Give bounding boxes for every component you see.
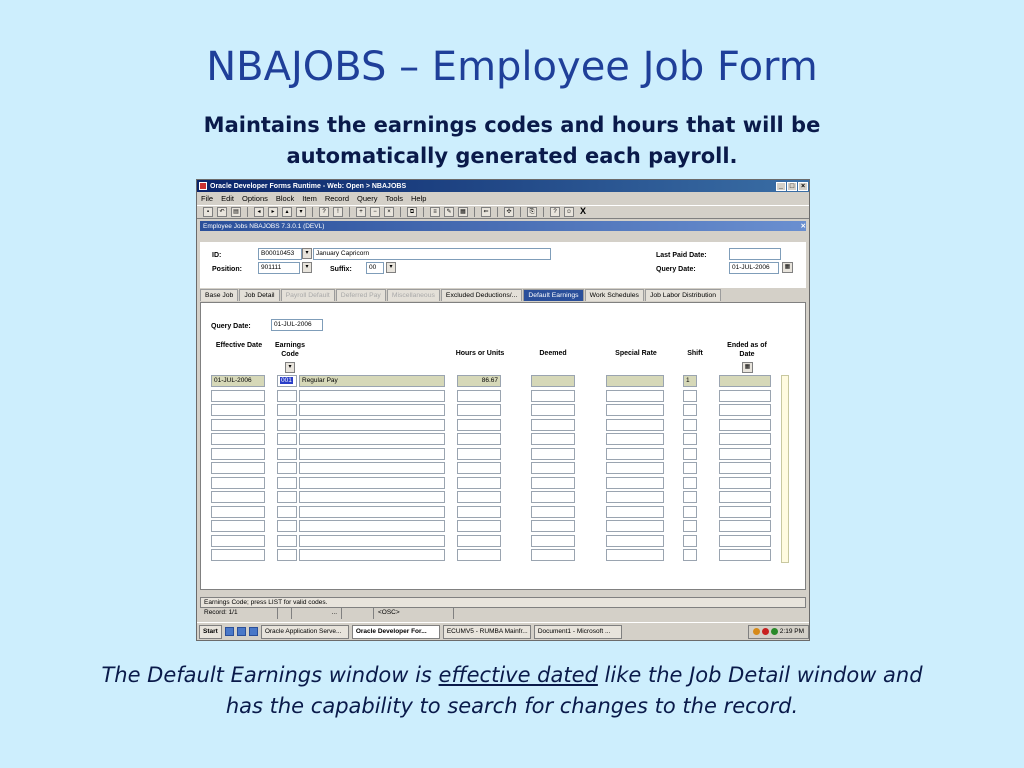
print-icon[interactable]: ▤ (231, 207, 241, 217)
records-scrollbar[interactable] (781, 375, 789, 563)
position-label: Position: (212, 266, 242, 273)
name-field: January Capricorn (313, 248, 551, 260)
empty-cell[interactable] (683, 448, 697, 460)
empty-cell[interactable] (277, 433, 297, 445)
empty-cell[interactable] (531, 390, 575, 402)
empty-cell[interactable] (531, 462, 575, 474)
empty-cell[interactable] (683, 419, 697, 431)
calendar-icon[interactable]: ▦ (782, 262, 793, 273)
caption-link: effective dated (438, 663, 598, 687)
empty-cell[interactable] (606, 506, 664, 518)
empty-cell[interactable] (211, 433, 265, 445)
position-field[interactable]: 901111 (258, 262, 300, 274)
empty-cell[interactable] (531, 477, 575, 489)
task-word-document[interactable]: Document1 - Microsoft ... (534, 625, 622, 639)
exit-icon[interactable]: X (579, 206, 586, 216)
empty-cell[interactable] (719, 549, 771, 561)
empty-cell[interactable] (211, 419, 265, 431)
empty-cell[interactable] (211, 448, 265, 460)
tab-strip (200, 289, 806, 301)
empty-cell[interactable] (299, 520, 445, 532)
empty-cell[interactable] (719, 448, 771, 460)
cell-hours[interactable]: 86.67 (457, 375, 501, 387)
empty-cell[interactable] (719, 477, 771, 489)
empty-cell[interactable] (299, 419, 445, 431)
suffix-list-button[interactable]: ▾ (386, 262, 396, 273)
toolbar-divider (423, 207, 424, 217)
slide-subtitle-line1: Maintains the earnings codes and hours that will be (203, 113, 821, 137)
tab-job-labor-distribution[interactable]: Job Labor Distribution (645, 289, 721, 301)
java-cup-icon (199, 182, 207, 190)
remove-record-icon[interactable]: − (370, 207, 380, 217)
toolbar-divider (497, 207, 498, 217)
list-icon[interactable]: ≡ (430, 207, 440, 217)
empty-cell[interactable] (211, 520, 265, 532)
caption-pre: The Default Earnings window is (101, 663, 439, 687)
empty-cell[interactable] (606, 520, 664, 532)
empty-cell[interactable] (299, 506, 445, 518)
empty-cell[interactable] (683, 491, 697, 503)
empty-cell[interactable] (719, 520, 771, 532)
menu-query[interactable]: Query (357, 194, 378, 203)
menu-record[interactable]: Record (324, 194, 350, 203)
position-list-button[interactable]: ▾ (302, 262, 312, 273)
query-date-label: Query Date: (656, 266, 696, 273)
empty-cell[interactable] (606, 462, 664, 474)
empty-cell[interactable] (719, 419, 771, 431)
empty-cell[interactable] (299, 477, 445, 489)
empty-cell[interactable] (457, 419, 501, 431)
empty-cell[interactable] (683, 520, 697, 532)
clear-record-icon[interactable]: × (384, 207, 394, 217)
last-paid-date-field (729, 248, 781, 260)
copy-icon[interactable]: ⧉ (407, 207, 417, 217)
previous-block-icon[interactable]: ◂ (254, 207, 264, 217)
enter-query-icon[interactable]: ? (319, 207, 329, 217)
empty-cell[interactable] (683, 404, 697, 416)
empty-cell[interactable] (457, 491, 501, 503)
insert-record-icon[interactable]: + (356, 207, 366, 217)
empty-cell[interactable] (531, 404, 575, 416)
empty-cell[interactable] (531, 549, 575, 561)
cell-ended-as-of[interactable] (719, 375, 771, 387)
form-title: Employee Jobs NBAJOBS 7.3.0.1 (DEVL) (203, 222, 325, 230)
tab-work-schedules[interactable]: Work Schedules (585, 289, 644, 301)
suffix-field[interactable]: 00 (366, 262, 384, 274)
task-oracle-developer[interactable]: Oracle Developer For... (352, 625, 440, 639)
empty-cell[interactable] (606, 491, 664, 503)
empty-cell[interactable] (719, 506, 771, 518)
empty-cell[interactable] (299, 390, 445, 402)
header-special-rate: Special Rate (615, 350, 657, 357)
minimize-button[interactable]: _ (776, 182, 786, 191)
panel-query-date-label: Query Date: (211, 323, 251, 330)
menu-options[interactable]: Options (242, 194, 268, 203)
close-button[interactable]: × (798, 182, 808, 191)
status-bar (200, 597, 806, 619)
id-label: ID: (212, 252, 222, 259)
oracle-forms-window (196, 179, 810, 641)
tab-payroll-default: Payroll Default (281, 289, 335, 301)
rollback-icon[interactable]: ↶ (217, 207, 227, 217)
network-icon[interactable] (771, 628, 778, 635)
empty-cell[interactable] (457, 549, 501, 561)
empty-cell[interactable] (299, 462, 445, 474)
empty-cell[interactable] (683, 549, 697, 561)
status-cell (278, 608, 292, 619)
empty-cell[interactable] (211, 462, 265, 474)
earnings-code-list-button[interactable]: ▾ (285, 362, 295, 373)
maximize-button[interactable]: □ (787, 182, 797, 191)
empty-cell[interactable] (277, 549, 297, 561)
last-paid-date-label: Last Paid Date: (656, 252, 707, 259)
query-date-field[interactable]: 01-JUL-2006 (729, 262, 779, 274)
empty-cell[interactable] (211, 477, 265, 489)
empty-cell[interactable] (299, 448, 445, 460)
header-effective-date: Effective Date (215, 342, 263, 349)
menu-edit[interactable]: Edit (221, 194, 235, 203)
empty-cell[interactable] (277, 520, 297, 532)
empty-cell[interactable] (719, 433, 771, 445)
slide-title: NBAJOBS – Employee Job Form (206, 44, 818, 90)
empty-cell[interactable] (457, 433, 501, 445)
empty-cell[interactable] (299, 549, 445, 561)
empty-cell[interactable] (457, 520, 501, 532)
empty-cell[interactable] (277, 477, 297, 489)
clock: 2:19 PM (779, 627, 804, 635)
empty-cell[interactable] (277, 390, 297, 402)
form-titlebar (200, 221, 806, 231)
caption-post: like the Job Detail window and has the capability to search for changes to the record. (225, 663, 923, 718)
empty-cell[interactable] (531, 419, 575, 431)
empty-cell[interactable] (531, 433, 575, 445)
empty-cell[interactable] (277, 506, 297, 518)
empty-cell[interactable] (606, 390, 664, 402)
windows-taskbar (197, 622, 809, 640)
empty-cell[interactable] (531, 448, 575, 460)
panel-query-date-field[interactable]: 01-JUL-2006 (271, 319, 323, 331)
empty-cell[interactable] (531, 520, 575, 532)
empty-cell[interactable] (719, 390, 771, 402)
empty-cell[interactable] (277, 448, 297, 460)
key-block (200, 242, 806, 288)
toolbar-divider (400, 207, 401, 217)
menu-item[interactable]: Item (302, 194, 317, 203)
ie-icon[interactable] (225, 627, 234, 636)
record-count: Record: 1/1 (200, 608, 278, 619)
default-earnings-panel (200, 302, 806, 590)
tray-icon[interactable] (753, 628, 760, 635)
earnings-code-value: 001 (281, 377, 292, 384)
tab-base-job[interactable]: Base Job (200, 289, 238, 301)
cell-deemed[interactable] (531, 375, 575, 387)
empty-cell[interactable] (211, 506, 265, 518)
status-ellipsis: ... (292, 608, 342, 619)
desktop-icon[interactable] (249, 627, 258, 636)
status-row (200, 608, 806, 619)
menu-block[interactable]: Block (275, 194, 295, 203)
empty-cell[interactable] (277, 419, 297, 431)
execute-query-icon[interactable]: ! (333, 207, 343, 217)
empty-cell[interactable] (211, 535, 265, 547)
empty-cell[interactable] (457, 462, 501, 474)
empty-cell[interactable] (606, 419, 664, 431)
tab-job-detail[interactable]: Job Detail (239, 289, 279, 301)
empty-cell[interactable] (211, 549, 265, 561)
options-icon[interactable]: ✣ (504, 207, 514, 217)
tab-default-earnings[interactable]: Default Earnings (523, 289, 583, 301)
id-list-button[interactable]: ▾ (302, 248, 312, 259)
empty-cell[interactable] (277, 535, 297, 547)
toolbar-divider (312, 207, 313, 217)
empty-cell[interactable] (211, 404, 265, 416)
cell-earnings-code[interactable] (277, 375, 297, 387)
empty-cell[interactable] (457, 506, 501, 518)
header-ended-as-of-date: Ended as of Date (727, 342, 767, 358)
window-titlebar (197, 180, 809, 192)
user-icon[interactable]: ☺ (565, 209, 573, 215)
empty-cell[interactable] (683, 477, 697, 489)
help-icon[interactable]: ? (550, 207, 560, 217)
form-close-icon[interactable]: ✕ (800, 223, 806, 230)
empty-cell[interactable] (683, 462, 697, 474)
next-block-icon[interactable]: ▸ (268, 207, 278, 217)
extract-icon[interactable]: ⎘ (527, 207, 537, 217)
empty-cell[interactable] (719, 404, 771, 416)
menu-file[interactable]: File (201, 194, 214, 203)
back-icon[interactable]: ⇐ (481, 207, 491, 217)
suffix-label: Suffix: (330, 266, 352, 273)
empty-cell[interactable] (683, 390, 697, 402)
toolbar-divider (474, 207, 475, 217)
edit-icon[interactable]: ✎ (444, 207, 454, 217)
previous-record-icon[interactable]: ▴ (282, 207, 292, 217)
header-hours-or-units: Hours or Units (455, 350, 505, 357)
empty-cell[interactable] (683, 433, 697, 445)
empty-cell[interactable] (457, 390, 501, 402)
toolbar-divider (247, 207, 248, 217)
window-title: Oracle Developer Forms Runtime - Web: Open > NBAJOBS (210, 182, 407, 190)
empty-cell[interactable] (531, 535, 575, 547)
menu-tools[interactable]: Tools (385, 194, 403, 203)
toolbar-divider (520, 207, 521, 217)
empty-cell[interactable] (683, 535, 697, 547)
empty-cell[interactable] (719, 462, 771, 474)
cell-effective-date[interactable]: 01-JUL-2006 (211, 375, 265, 387)
empty-cell[interactable] (211, 390, 265, 402)
empty-cell[interactable] (683, 506, 697, 518)
toolbar-divider (349, 207, 350, 217)
empty-cell[interactable] (606, 535, 664, 547)
slide-subtitle (150, 110, 874, 172)
empty-cell[interactable] (606, 448, 664, 460)
empty-cell[interactable] (531, 506, 575, 518)
empty-cell[interactable] (457, 448, 501, 460)
task-oracle-app-server[interactable]: Oracle Application Serve... (261, 625, 349, 639)
empty-cell[interactable] (606, 433, 664, 445)
empty-cell[interactable] (606, 477, 664, 489)
start-button[interactable]: Start (199, 625, 222, 639)
tab-deferred-pay: Deferred Pay (336, 289, 386, 301)
empty-cell[interactable] (299, 433, 445, 445)
tab-excluded-deductions[interactable]: Excluded Deductions/... (441, 289, 522, 301)
outlook-icon[interactable] (237, 627, 246, 636)
menu-bar (197, 192, 809, 205)
block-help-icon[interactable]: ▦ (458, 207, 468, 217)
task-rumba[interactable]: ECUMV5 - RUMBA Mainfr... (443, 625, 531, 639)
status-osc: <OSC> (374, 608, 454, 619)
empty-cell[interactable] (299, 535, 445, 547)
empty-cell[interactable] (277, 462, 297, 474)
empty-cell[interactable] (211, 491, 265, 503)
toolbar-divider (543, 207, 544, 217)
empty-cell[interactable] (531, 491, 575, 503)
empty-cell[interactable] (299, 404, 445, 416)
empty-cell[interactable] (719, 535, 771, 547)
save-icon[interactable]: ▪ (203, 207, 213, 217)
cell-description: Regular Pay (299, 375, 445, 387)
ended-date-calendar-icon[interactable]: ▦ (742, 362, 753, 373)
id-field[interactable]: B00010453 (258, 248, 302, 260)
empty-cell[interactable] (299, 491, 445, 503)
empty-cell[interactable] (719, 491, 771, 503)
empty-cell[interactable] (457, 477, 501, 489)
header-earnings-code: Earnings Code (275, 342, 305, 358)
cell-special-rate[interactable] (606, 375, 664, 387)
alert-icon[interactable] (762, 628, 769, 635)
empty-cell[interactable] (606, 404, 664, 416)
status-message: Earnings Code; press LIST for valid codes. (200, 597, 806, 608)
status-cell (342, 608, 374, 619)
empty-cell[interactable] (277, 491, 297, 503)
empty-cell[interactable] (606, 549, 664, 561)
empty-cell[interactable] (277, 404, 297, 416)
empty-cell[interactable] (457, 535, 501, 547)
header-deemed: Deemed (539, 350, 567, 357)
cell-shift[interactable]: 1 (683, 375, 697, 387)
system-tray (748, 625, 809, 639)
empty-cell[interactable] (457, 404, 501, 416)
tab-miscellaneous: Miscellaneous (387, 289, 440, 301)
slide-subtitle-line2: automatically generated each payroll. (286, 144, 738, 168)
menu-help[interactable]: Help (410, 194, 427, 203)
slide-caption (90, 660, 934, 722)
toolbar (197, 205, 809, 219)
next-record-icon[interactable]: ▾ (296, 207, 306, 217)
header-shift: Shift (687, 350, 703, 357)
